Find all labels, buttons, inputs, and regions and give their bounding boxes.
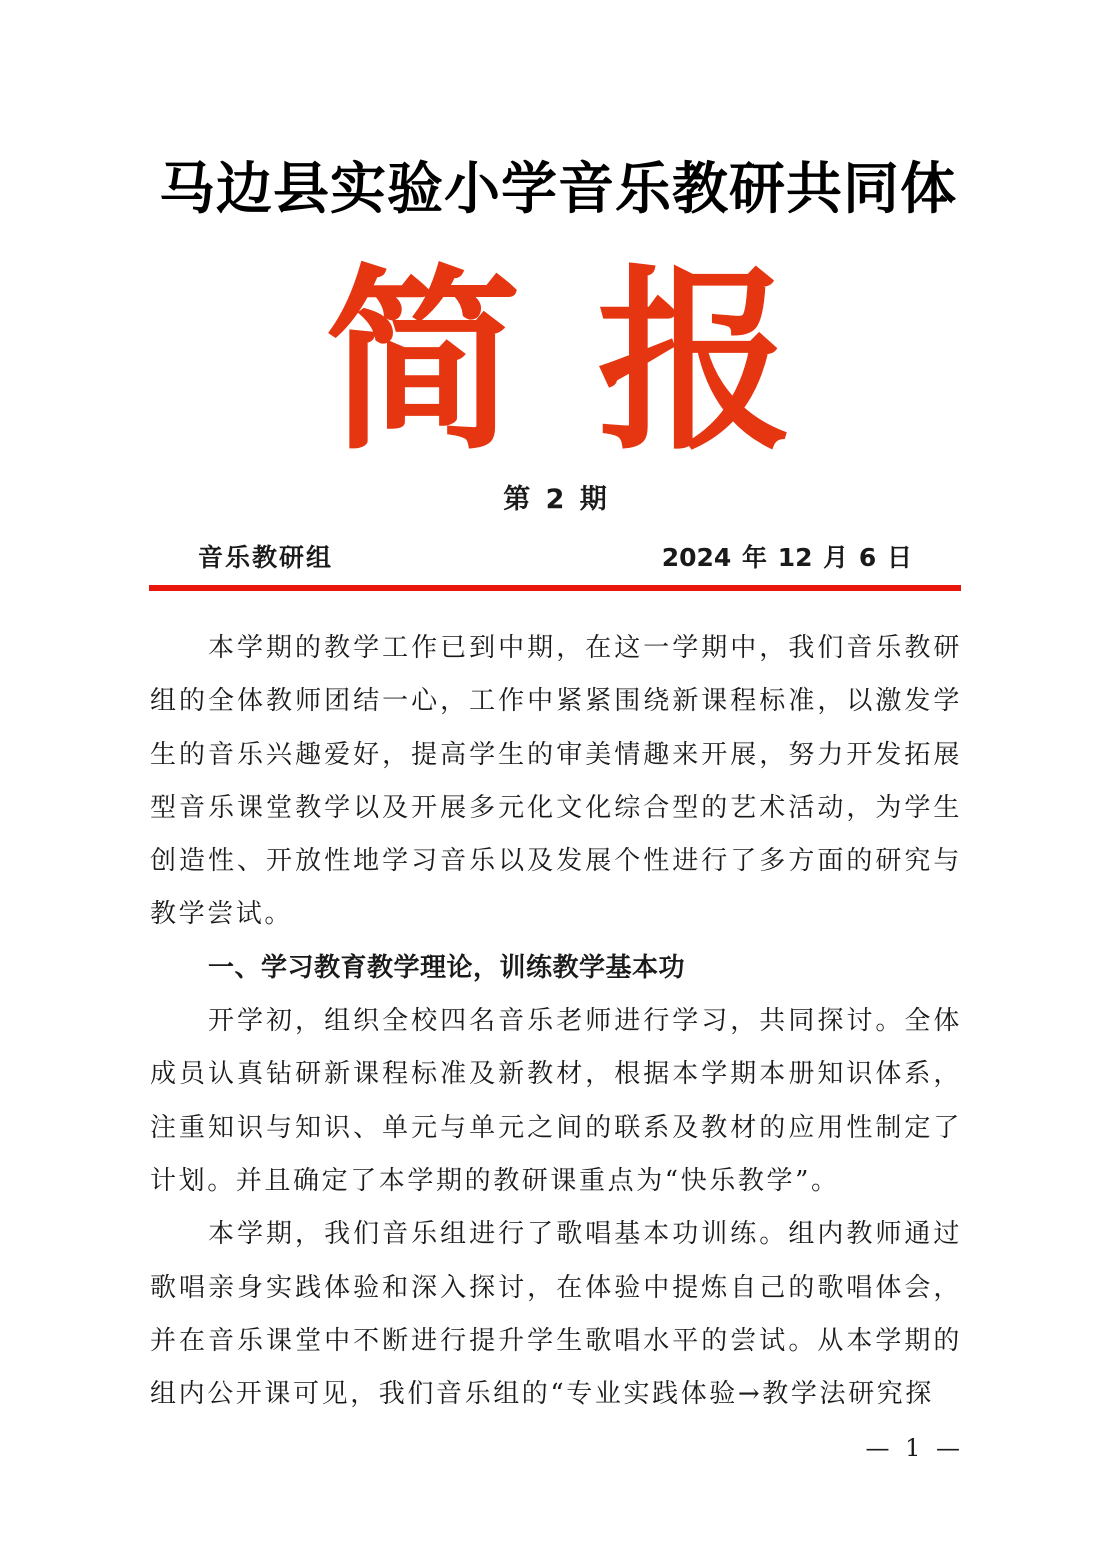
issuer: 音乐教研组 xyxy=(198,543,334,572)
page-number: — 1 — xyxy=(865,1434,964,1462)
masthead-char-1: 简 xyxy=(325,249,522,477)
masthead-char-2: 报 xyxy=(597,249,794,477)
issue-number: 第 2 期 xyxy=(503,484,607,515)
red-divider xyxy=(149,585,961,591)
intro-paragraph: 本学期的教学工作已到中期，在这一学期中，我们音乐教研组的全体教师团结一心，工作中紧紧围绕新课程标准，以激发学生的音乐兴趣爱好，提高学生的审美情趣来开展，努力开发拓展型音乐课堂教学以及开展多元化文化综合型的艺术活动，为学生创造性、开放性地学习音乐以及发展个性进行了多方面的研究与教学尝试。 xyxy=(150,633,962,930)
body-paragraph: 开学初，组织全校四名音乐老师进行学习，共同探讨。全体成员认真钻研新课程标准及新教材，根据本学期本册知识体系，注重知识与知识、单元与单元之间的联系及教材的应用性制定了计划。并且确定了本学期的教研课重点为“快乐教学”。 xyxy=(150,1006,962,1196)
body-paragraph: 本学期，我们音乐组进行了歌唱基本功训练。组内教师通过歌唱亲身实践体验和深入探讨，在体验中提炼自己的歌唱体会，并在音乐课堂中不断进行提升学生歌唱水平的尝试。从本学期的组内公开课可见，我们音乐组的“专业实践体验→教学法研究探 xyxy=(150,1219,962,1410)
org-title: 马边县实验小学音乐教研共同体 xyxy=(159,157,957,222)
issue-date: 2024 年 12 月 6 日 xyxy=(661,543,912,572)
article-body xyxy=(150,622,962,1421)
section-heading: 一、学习教育教学理论，训练教学基本功 xyxy=(208,952,686,983)
